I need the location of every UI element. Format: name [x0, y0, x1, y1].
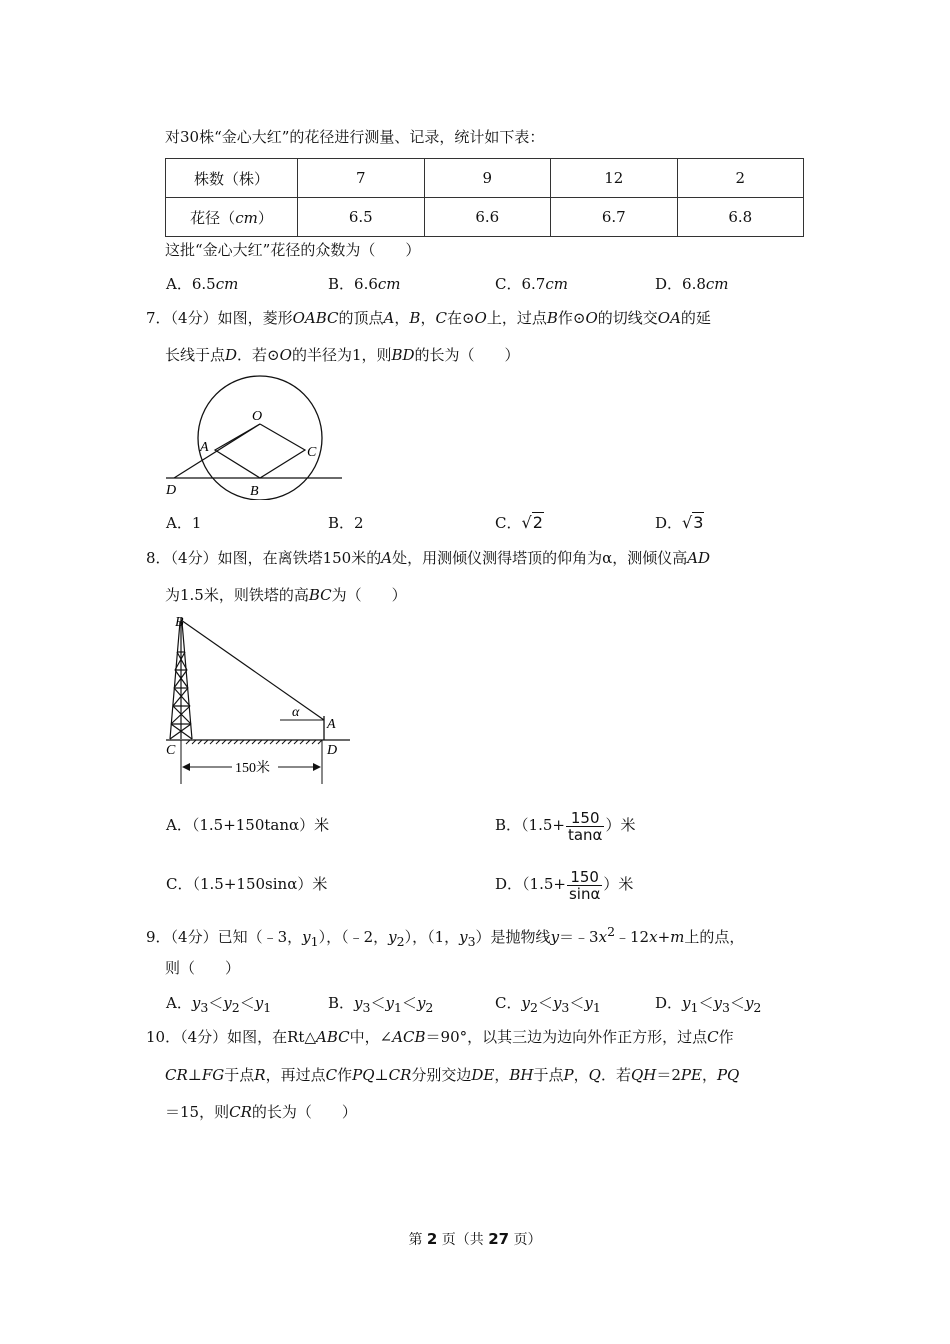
q9-option-b: B．$y_3<y_1<y_2$ [328, 994, 434, 1015]
label-a: A [200, 440, 209, 455]
table-cell: 7 [298, 159, 425, 198]
table-cell: 6.5 [298, 198, 425, 237]
q9-line2: 则（ ） [165, 959, 241, 977]
q6-option-d: D．6.8cm [655, 275, 729, 293]
label-c: C [166, 743, 176, 758]
label-d: D [166, 483, 177, 498]
label-b: B [250, 484, 259, 499]
q7-line1: 7．（4分）如图，菱形OABC的顶点A，B，C在⊙O上，过点B作⊙O的切线交OA的延 [146, 309, 711, 327]
sqrt-symbol: √3 [682, 513, 704, 532]
tower-figure [160, 612, 360, 790]
q9-option-d: D．$y_1<y_3<y_2$ [655, 994, 762, 1015]
arrowhead-right [313, 763, 321, 771]
fraction-150-tan: $\frac{150}{\tan\alpha}$ [567, 808, 603, 844]
q6-option-b: B．6.6cm [328, 275, 401, 293]
table-cell: 9 [424, 159, 551, 198]
q9-option-c: C．$y_2<y_3<y_1$ [495, 994, 601, 1015]
q8-option-b: B．（1.5+ $\frac{150}{\tan\alpha}$ ）米 [495, 808, 636, 844]
label-o: O [252, 409, 263, 424]
table-cell: 2 [677, 159, 804, 198]
label-c: C [307, 445, 317, 460]
q6-question: 这批“金心大红”花径的众数为（ ） [165, 241, 421, 259]
rhombus-oabc [215, 424, 305, 478]
sight-line [181, 620, 324, 720]
fraction-150-sin: $\frac{150}{\sin\alpha}$ [568, 867, 601, 903]
label-b: B [175, 615, 184, 630]
q6-option-a: A．6.5cm [166, 275, 239, 293]
q7-line2: 长线于点D．若⊙O的半径为1，则BD的长为（ ） [165, 346, 520, 364]
q10-line1: 10．（4分）如图，在Rt△ABC中，∠ACB＝90°，以其三边为边向外作正方形，过点C作 [146, 1028, 734, 1046]
q6-option-c: C．6.7cm [495, 275, 568, 293]
q8-line2: 为1.5米，则铁塔的高BC为（ ） [165, 586, 407, 604]
label-alpha: α [292, 705, 300, 720]
q9-line1: 9．（4分）已知（﹣3，$y_1$），（﹣2，$y_2$），（1，$y_3$）是抛物线$y=﹣3x^2﹣12x+m$上的点， [146, 924, 745, 949]
q6-intro: 对30株“金心大红”的花径进行测量、记录，统计如下表： [165, 128, 545, 146]
q7-option-c: C．√2 [495, 513, 543, 532]
q8-option-c: C．（1.5+150sinα）米 [166, 875, 328, 893]
label-a: A [327, 717, 336, 732]
circle-o [198, 376, 322, 500]
q7-option-b: B．2 [328, 514, 364, 532]
table-cell: 6.8 [677, 198, 804, 237]
q8-option-d: D．（1.5+ $\frac{150}{\sin\alpha}$ ）米 [495, 867, 634, 903]
q9-option-a: A．$y_3<y_2<y_1$ [166, 994, 272, 1015]
table-row [166, 198, 804, 237]
table-cell: 株数（株） [166, 159, 298, 198]
sqrt-symbol: √2 [521, 513, 543, 532]
table-cell: 6.6 [424, 198, 551, 237]
page-footer: 第 2 页（共 27 页） [408, 1230, 542, 1248]
label-150m: 150米 [235, 761, 270, 776]
q10-line2: CR⊥FG于点R，再过点C作PQ⊥CR分别交边DE，BH于点P，Q．若QH＝2PE，PQ [165, 1066, 740, 1084]
q7-option-d: D．√3 [655, 513, 704, 532]
q8-option-a: A．（1.5+150tanα）米 [166, 816, 330, 834]
q7-option-a: A．1 [166, 514, 202, 532]
table-row [166, 159, 804, 198]
q8-line1: 8．（4分）如图，在离铁塔150米的A处，用测倾仪测得塔顶的仰角为α，测倾仪高AD [146, 549, 711, 567]
table-cell: 6.7 [551, 198, 678, 237]
tower-structure [170, 618, 192, 739]
table-cell: 12 [551, 159, 678, 198]
arrowhead-left [182, 763, 190, 771]
rhombus-circle-figure [160, 370, 350, 500]
label-d: D [327, 743, 338, 758]
flower-data-table [165, 158, 804, 237]
table-cell: 花径（cm） [166, 198, 298, 237]
q10-line3: ＝15，则CR的长为（ ） [165, 1103, 357, 1121]
